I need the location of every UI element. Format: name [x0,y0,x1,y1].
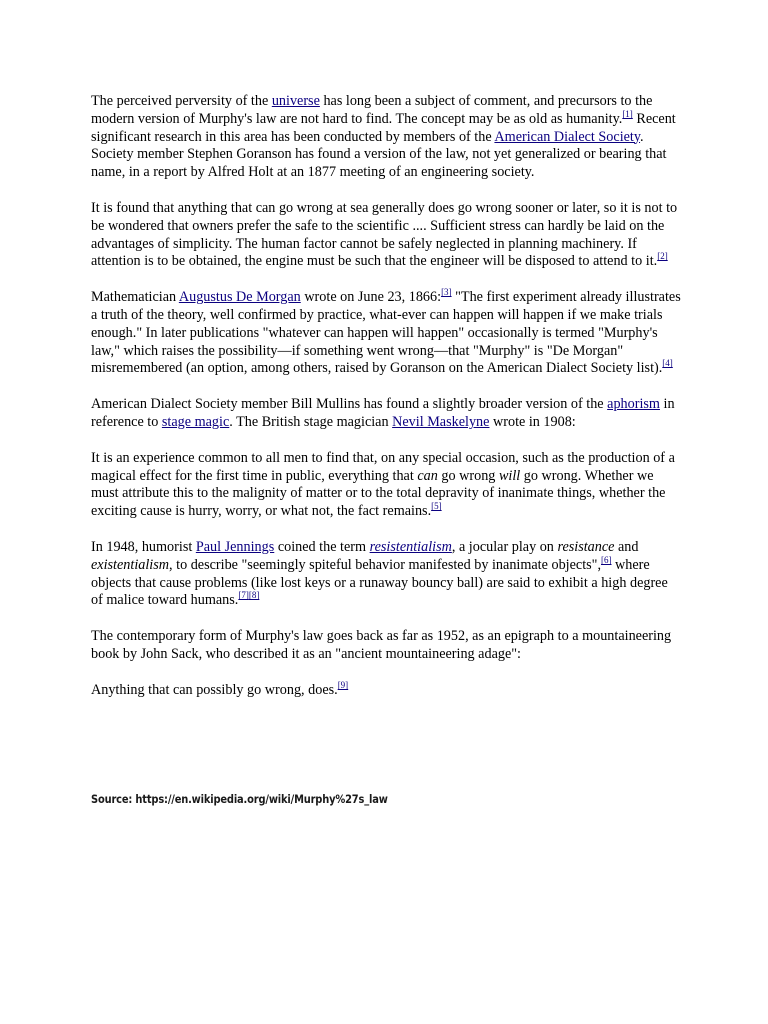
paragraph-3 [91,289,681,378]
citation-link-6[interactable]: [6] [601,554,612,565]
citation-link-3[interactable]: [3] [441,287,452,298]
citation [441,287,452,297]
citation [657,251,668,261]
paragraph-4 [91,396,681,432]
paragraph-1 [91,93,681,182]
text: has long been a subject of comment, and precursors to the modern version of Murphy's law are not hard to find. The concept may be as old as humanity. [91,93,653,127]
text: in reference to [91,396,675,430]
citation-link-7[interactable]: [7] [238,590,249,601]
article-body [91,93,681,718]
text: and [614,538,639,555]
citation [238,590,259,600]
citation-link-2[interactable]: [2] [657,251,668,262]
citation-link-1[interactable]: [1] [622,108,633,119]
text: where objects that cause problems (like lost keys or a runaway bouncy ball) are said to exhibit a high degree of malice toward humans. [91,556,668,609]
text: "The first experiment already illustrates a truth of the theory, well confirmed by practice, what-ever can happen will happen if we make trials enough." In later publications "whatever can happen will happen" occasionally is termed "Murphy's law," which raises the possibility—if something went wrong—that "Murphy" is "De Morgan" misremembered (an option, among others, raised by Goranson on the American Dialect Society list). [91,289,681,377]
link-universe[interactable]: universe [271,93,320,109]
citation [601,555,612,565]
emphasis: will [498,467,521,484]
text: Anything that can possibly go wrong, does. [91,681,338,698]
text: The contemporary form of Murphy's law goes back as far as 1952, as an epigraph to a mountaineering book by John Sack, who described it as an "ancient mountaineering adage": [91,628,672,662]
text: go wrong. Whether we must attribute this to the malignity of matter or to the total depravity of inanimate things, whether the exciting cause is hurry, worry, or what not, the fact remains. [91,467,666,520]
citation [431,501,442,511]
text: wrote in 1908: [489,413,576,430]
citation [622,109,633,119]
text: coined the term [274,538,370,555]
text: American Dialect Society member Bill Mullins has found a slightly broader version of the [91,396,608,413]
link-american-dialect-society[interactable]: American Dialect Society [494,128,641,145]
text: , to describe "seemingly spiteful behavior manifested by inanimate objects", [169,556,601,573]
text: The perceived perversity of the [91,93,272,109]
link-augustus-de-morgan[interactable]: Augustus De Morgan [178,289,301,306]
text: go wrong [437,467,499,484]
paragraph-8-adage [91,679,681,700]
link-stage-magic[interactable]: stage magic [161,413,230,430]
link-nevil-maskelyne[interactable]: Nevil Maskelyne [392,413,490,430]
link-paul-jennings[interactable]: Paul Jennings [195,538,275,555]
citation-link-4[interactable]: [4] [662,358,673,369]
citation-link-9[interactable]: [9] [337,679,349,690]
text: In 1948, humorist [91,538,196,555]
text: wrote on June 23, 1866: [300,289,442,306]
emphasis: can [417,467,438,484]
link-aphorism[interactable]: aphorism [607,396,660,413]
paragraph-5-quote [91,450,681,521]
text: It is an experience common to all men to find that, on any special occasion, such as the production of a magical effect for the first time in public, everything that [91,449,675,484]
paragraph-7 [91,628,681,664]
text: It is found that anything that can go wrong at sea generally does go wrong sooner or later, so it is not to be wondered that owners prefer the safe to the scientific .... Sufficient stress can hardly be laid on the advantages of simplicity. The human factor cannot be safely neglected in planning machinery. If attention is to be obtained, the engine must be such that the engineer will be disposed to attend to it. [91,199,678,270]
citation-link-5[interactable]: [5] [431,501,442,512]
text: , a jocular play on [451,538,558,555]
text: Recent significant research in this area has been conducted by members of the [91,110,676,145]
paragraph-6 [91,539,681,610]
citation [338,680,349,690]
link-resistentialism[interactable]: resistentialism [369,538,452,555]
text: Mathematician [91,289,179,306]
text: . Society member Stephen Goranson has found a version of the law, not yet generalized or bearing that name, in a report by Alfred Holt at an 1877 meeting of an engineering society. [91,128,667,181]
paragraph-2-quote [91,200,681,271]
citation [662,358,673,368]
emphasis: existentialism [91,556,170,573]
text: . The British stage magician [229,413,393,430]
citation-link-8[interactable]: [8] [248,590,260,601]
emphasis: resistance [557,538,615,555]
source-caption: Source: https://en.wikipedia.org/wiki/Murphy%27s_law [91,792,388,806]
